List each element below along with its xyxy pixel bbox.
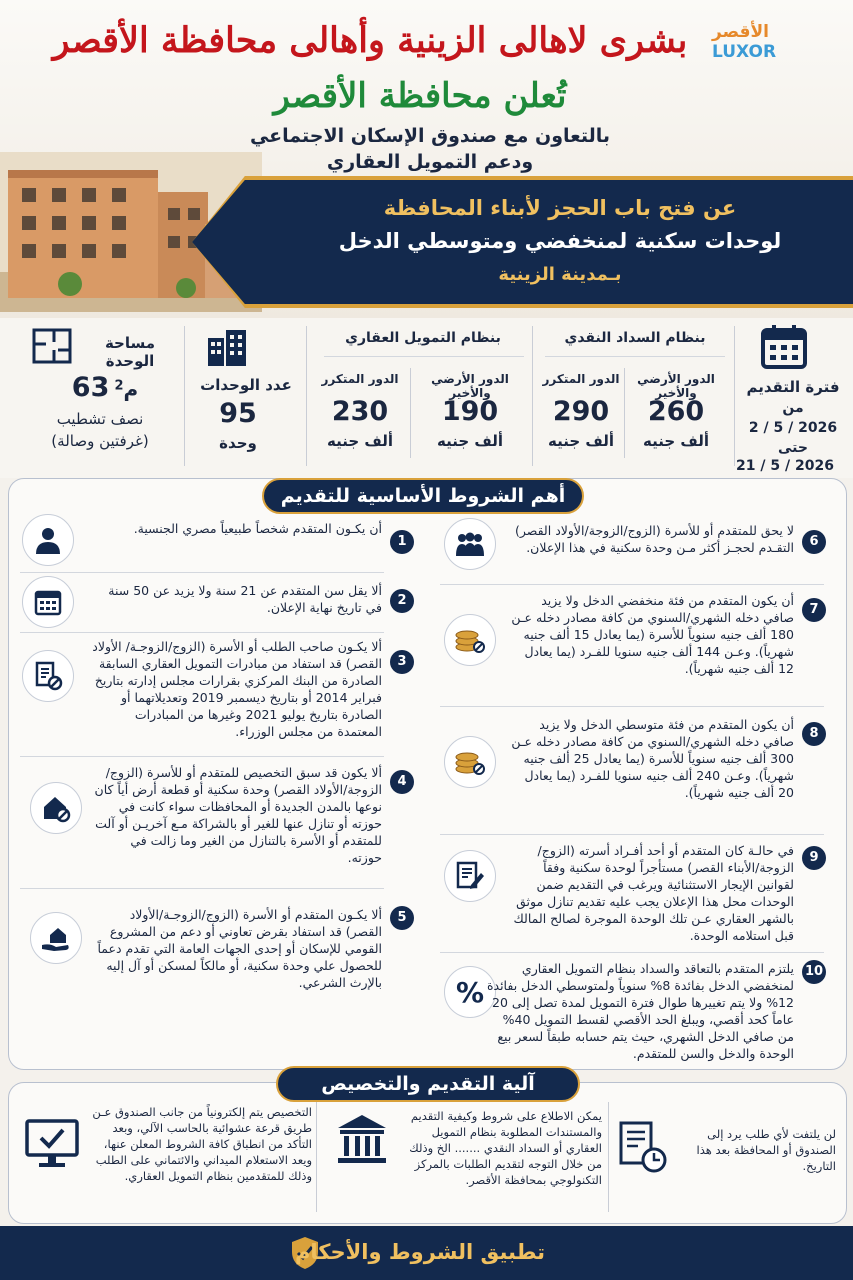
condition-number: 2 — [390, 589, 414, 613]
condition-text: أن يكون المتقدم من فئة منخفضي الدخل ولا يزيد صافي دخله الشهري/السنوي من كافة مصادر دخله عـن 180 ألف جنيه سنوياً للأسرة (يما يعادل 15 ألف جنيه شهرياً). وعـن 144 ألف جنيه سنويا للفـرد (يما يعادل 12 ألف جنيه شهرياً). — [511, 593, 794, 676]
mortgage-col2-unit: ألف جنيه — [326, 432, 393, 450]
bank-icon — [334, 1112, 390, 1166]
cash-col2-value: 290 — [552, 396, 610, 427]
condition-text: ألا يقل سن المتقدم عن 21 سنة ولا يزيد عن 50 سنة في تاريخ نهاية الإعلان. — [108, 583, 382, 615]
banner-line-2: لوحدات سكنية لمنخفضي ومتوسطي الدخل — [338, 229, 782, 253]
announcing-title: تُعلن محافظة الأقصر — [273, 76, 567, 116]
logo-arabic: الأقصر — [712, 22, 769, 42]
condition-number: 8 — [802, 722, 826, 746]
divider — [734, 326, 735, 466]
subtitle-line-1: بالتعاون مع صندوق الإسكان الاجتماعي — [249, 125, 611, 147]
divider — [316, 1102, 317, 1212]
condition-text: أن يكـون المتقدم شخصاً طبيعياً مصري الجنسية. — [133, 521, 382, 536]
application-period-title: فترة التقديم — [746, 378, 840, 396]
condition-text: في حالـة كان المتقدم أو أحد أفـراد أسرته (الزوج/ الزوجة/الأبناء القصر) مستأجراً لوحدة سكنية وفقاً لقوانين الإيجار الاستثنائية ويرغب في التقديم ضمن الوحدات محل هذا الإعلان يجب عليه تقديم تنازل موثق بالشهر العقاري عـن تلك الوحدة الموجرة لصالح المالك قبل استلامه الوحدة. — [513, 843, 794, 943]
mortgage-col1-label: الدور الأرضي والأخير — [431, 372, 509, 400]
logo-english: LUXOR — [712, 42, 777, 62]
condition-text: ألا يكون قد سبق التخصيص للمتقدم أو للأسرة (الزوج/الزوجة/الأولاد القصر) وحدة سكنية أو قطعة أرض أياً كان نوعها بالمدن الجديدة أو المحافظات سواء كانت في حوزته أو تنازل عنها للغير أو بالشراكة مـع آخريـن أو آلت للمتقدم أو الأسرة بالتنازل من الغير وما زالت في حوزته. — [94, 765, 382, 865]
computer-check-icon — [24, 1118, 80, 1170]
condition-text: يلتزم المتقدم بالتعاقد والسداد بنظام التمويل العقاري لمنخفضي الدخل بفائدة 8% سنوياً ولمتوسطي الدخل بفائدة 12% ولا يتم تغييرها طوال فترة التمويل لمدة تصل إلى 20 عاماً كحد أقصي، ويبلغ الحد الأقصي لقسط التمويل 40% من صافي الدخل الشهري، حيث يتم حسابه طبقاً لسعر بيع الوحدة والدخل والسن للمتقدم. — [486, 961, 794, 1061]
house-blocked-icon — [30, 782, 82, 834]
subtitle-line-2: ودعم التمويل العقاري — [326, 151, 534, 173]
cash-col1-label: الدور الأرضي والأخير — [637, 372, 715, 400]
divider — [410, 368, 411, 458]
hand-house-icon — [30, 912, 82, 964]
condition-number: 6 — [802, 530, 826, 554]
divider — [440, 706, 824, 707]
unit-finish: نصف تشطيب — [56, 410, 144, 428]
from-date: 2 / 5 / 2026 — [748, 420, 838, 436]
banner-line-3: بـمدينة الزينية — [498, 264, 622, 285]
cash-payment-title: بنظام السداد النقدي — [564, 330, 706, 346]
divider — [184, 326, 185, 466]
coins-blocked-icon — [444, 736, 496, 788]
mortgage-col1-value: 190 — [441, 396, 499, 427]
condition-number: 5 — [390, 906, 414, 930]
condition-text: أن يكون المتقدم من فئة متوسطي الدخل ولا يزيد صافي دخله الشهري/السنوي من كافة مصادر دخله عـن 300 ألف جنيه سنوياً للأسرة (يما يعادل 25 ألف جنيه شهرياً). وعـن 240 ألف جنيه سنويا للفـرد (يما يعادل 20 ألف جنيه شهرياً). — [511, 717, 794, 800]
to-label: حتى — [778, 440, 808, 456]
calendar-icon — [760, 324, 808, 370]
cash-col1-value: 260 — [647, 396, 705, 427]
unit-area-value: 63 — [71, 372, 110, 403]
person-icon — [22, 514, 74, 566]
banner-line-1: عن فتح باب الحجز لأبناء المحافظة — [383, 196, 737, 220]
condition-number: 10 — [802, 960, 826, 984]
buildings-icon — [206, 330, 248, 366]
luxor-logo — [712, 22, 820, 62]
divider — [20, 756, 384, 757]
conditions-heading: أهم الشروط الأساسية للتقديم — [262, 478, 584, 514]
unit-rooms: (غرفتين وصالة) — [51, 432, 149, 450]
mechanism-text: لن يلتفت لأي طلب يرد إلى الصندوق أو المحافظة بعد هذا التاريخ. — [696, 1127, 836, 1173]
divider — [440, 584, 824, 585]
condition-number: 4 — [390, 770, 414, 794]
cash-col2-unit: ألف جنيه — [547, 432, 614, 450]
divider — [545, 356, 725, 357]
calendar-icon — [22, 576, 74, 628]
mortgage-title: بنظام التمويل العقاري — [345, 330, 501, 346]
divider — [20, 888, 384, 889]
from-label: من — [782, 400, 804, 416]
divider — [440, 952, 824, 953]
condition-number: 9 — [802, 846, 826, 870]
divider — [324, 356, 524, 357]
divider — [306, 326, 307, 466]
document-blocked-icon — [22, 650, 74, 702]
floorplan-icon — [32, 328, 72, 364]
to-date: 21 / 5 / 2026 — [736, 458, 834, 474]
units-count-title: عدد الوحدات — [200, 376, 292, 394]
cash-col2-label: الدور المتكرر — [542, 372, 620, 386]
unit-area-value-group — [60, 372, 150, 403]
condition-number: 1 — [390, 530, 414, 554]
condition-text: ألا يكـون صاحب الطلب أو الأسرة (الزوج/الزوجـة/ الأولاد القصر) قد استفاد من مبادرات التمويل العقاري السابقة الصادرة من البنك المركزي بقرارات مجلس إدارته بتاريخ فبراير 2014 أو بتاريخ ديسمبر 2019 وتعديلاتهما أو الصادرة بتاريخ يوليو 2021 وغيرها من المبادرات المعتمدة من مجلس الوزراء. — [92, 639, 382, 739]
divider — [608, 1102, 609, 1212]
mortgage-col1-unit: ألف جنيه — [436, 432, 503, 450]
divider — [20, 632, 384, 633]
footer-text: تطبيق الشروط والأحكام — [295, 1240, 545, 1264]
divider — [20, 572, 384, 573]
unit-area-unit-sup: 2 — [114, 378, 124, 394]
percent-icon: % — [444, 966, 496, 1018]
condition-number: 7 — [802, 598, 826, 622]
cash-col1-unit: ألف جنيه — [642, 432, 709, 450]
coins-blocked-icon — [444, 614, 496, 666]
units-count-unit: وحدة — [219, 434, 257, 452]
mechanism-text: التخصيص يتم إلكترونياً من جانب الصندوق عـن طريق قرعة عشوائية بالحاسب الآلي، وبعد التأكد من انطباق كافة الشروط المعلن عنها، ويعد الاستعلام الميداني والائتماني على الطلب وذلك للمتقدمين بنظام التمويل العقاري. — [92, 1105, 312, 1183]
condition-number: 3 — [390, 650, 414, 674]
unit-area-unit: م — [123, 377, 139, 401]
condition-text: ألا يكـون المتقدم أو الأسرة (الزوج/الزوجـة/الأولاد القصر) قد استفاد بقرض تعاوني أو دعم من المشروع القومي للإسكان أو إحدى الجهات العامة التي تقدم دعماً للحصول علي وحدة سكنية، أو مالكاً لمسكن أو آل إليه بالإرث الشرعي. — [97, 907, 382, 990]
contract-edit-icon — [444, 850, 496, 902]
units-count-value: 95 — [219, 398, 257, 429]
mortgage-col2-label: الدور المتكرر — [321, 372, 399, 386]
mechanism-heading: آلية التقديم والتخصيص — [276, 1066, 580, 1102]
family-icon — [444, 518, 496, 570]
divider — [440, 834, 824, 835]
divider — [532, 326, 533, 466]
document-clock-icon — [618, 1120, 668, 1174]
mortgage-col2-value: 230 — [331, 396, 389, 427]
condition-text: لا يحق للمتقدم أو للأسرة (الزوج/الزوجة/الأولاد القصر) التقـدم لحجـز أكثر مـن وحدة سكنية في هذا الإعلان. — [515, 523, 794, 555]
unit-area-title: مساحة الوحدة — [104, 334, 156, 370]
mechanism-text: يمكن الاطلاع على شروط وكيفية التقديم والمستندات المطلوبة بنظام التمويل العقاري أو السداد النقدي ....... الخ وذلك من خلال التوجه لتقديم الطلبات بالمركز التكنولوجي بمحافظة الأقصر. — [409, 1109, 602, 1187]
main-title: بشرى لاهالى الزينية وأهالى محافظة الأقصر — [52, 20, 688, 61]
